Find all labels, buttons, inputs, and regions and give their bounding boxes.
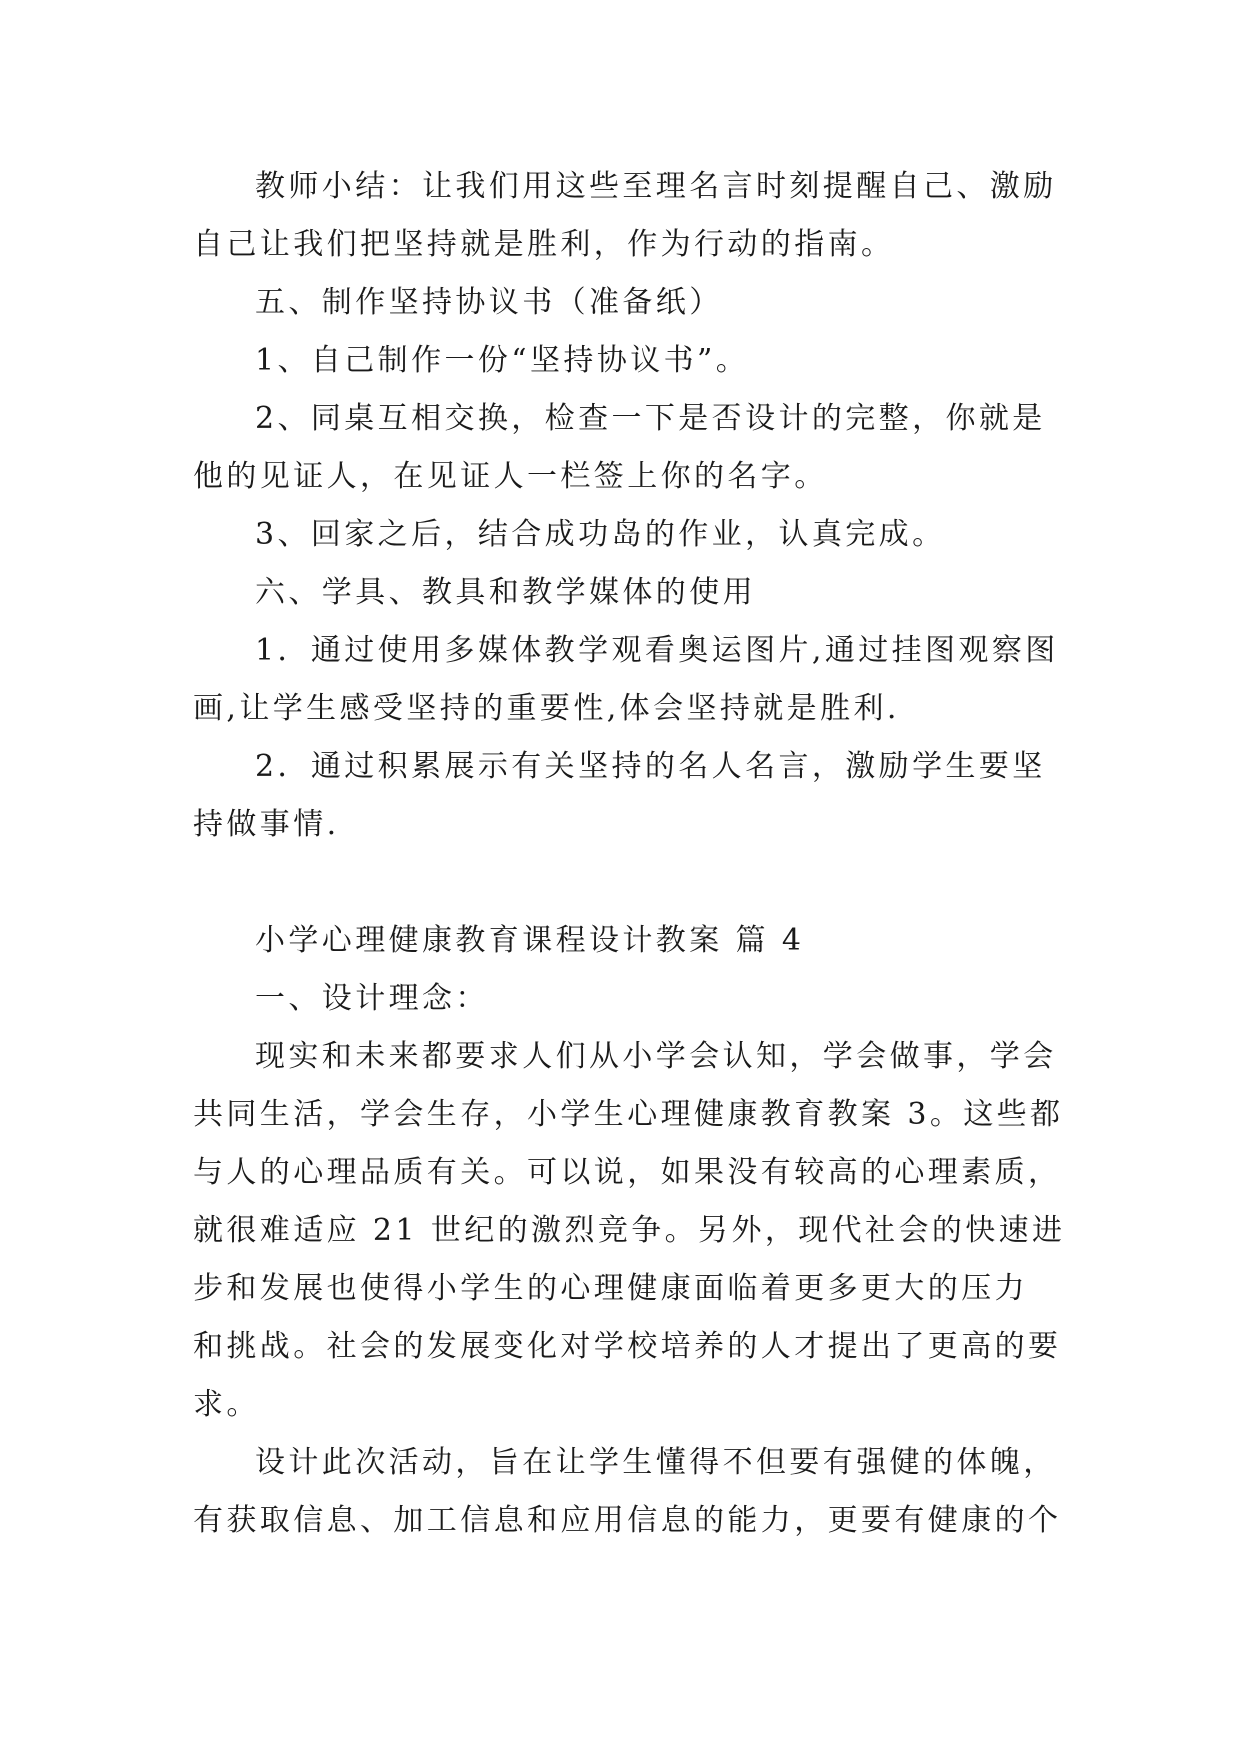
list-item: 3、回家之后，结合成功岛的作业，认真完成。 bbox=[255, 517, 946, 552]
paragraph-line: 教师小结：让我们用这些至理名言时刻提醒自己、激励 bbox=[255, 169, 1057, 204]
list-item: 2、同桌互相交换，检查一下是否设计的完整，你就是 bbox=[255, 401, 1046, 436]
paragraph-line: 现实和未来都要求人们从小学会认知，学会做事，学会 bbox=[255, 1039, 1057, 1074]
paragraph-line: 就很难适应 21 世纪的激烈竞争。另外，现代社会的快速进 bbox=[193, 1213, 1066, 1248]
section-heading: 一、设计理念： bbox=[255, 981, 489, 1016]
paragraph-line: 他的见证人，在见证人一栏签上你的名字。 bbox=[193, 459, 828, 494]
list-item: 1．通过使用多媒体教学观看奥运图片,通过挂图观察图 bbox=[255, 633, 1059, 668]
paragraph-line: 持做事情. bbox=[193, 807, 340, 842]
paragraph-line: 共同生活，学会生存，小学生心理健康教育教案 3。这些都 bbox=[193, 1097, 1064, 1132]
section-heading: 五、制作坚持协议书（准备纸） bbox=[255, 285, 723, 320]
blank-spacer bbox=[193, 854, 1053, 912]
list-item: 1、自己制作一份“坚持协议书”。 bbox=[255, 343, 750, 378]
paragraph-line: 有获取信息、加工信息和应用信息的能力，更要有健康的个 bbox=[193, 1503, 1062, 1538]
paragraph-line: 设计此次活动，旨在让学生懂得不但要有强健的体魄， bbox=[255, 1445, 1057, 1480]
list-item: 2．通过积累展示有关坚持的名人名言，激励学生要坚 bbox=[255, 749, 1046, 784]
article-title: 小学心理健康教育课程设计教案 篇 4 bbox=[255, 923, 805, 958]
document-body bbox=[193, 158, 1066, 1550]
paragraph-line: 步和发展也使得小学生的心理健康面临着更多更大的压力 bbox=[193, 1271, 1028, 1306]
paragraph-line: 和挑战。社会的发展变化对学校培养的人才提出了更高的要 bbox=[193, 1329, 1062, 1364]
paragraph-line: 求。 bbox=[193, 1387, 260, 1422]
section-heading: 六、学具、教具和教学媒体的使用 bbox=[255, 575, 756, 610]
paragraph-line: 与人的心理品质有关。可以说，如果没有较高的心理素质， bbox=[193, 1155, 1062, 1190]
paragraph-line: 自己让我们把坚持就是胜利，作为行动的指南。 bbox=[193, 227, 895, 262]
paragraph-line: 画,让学生感受坚持的重要性,体会坚持就是胜利. bbox=[193, 691, 900, 726]
